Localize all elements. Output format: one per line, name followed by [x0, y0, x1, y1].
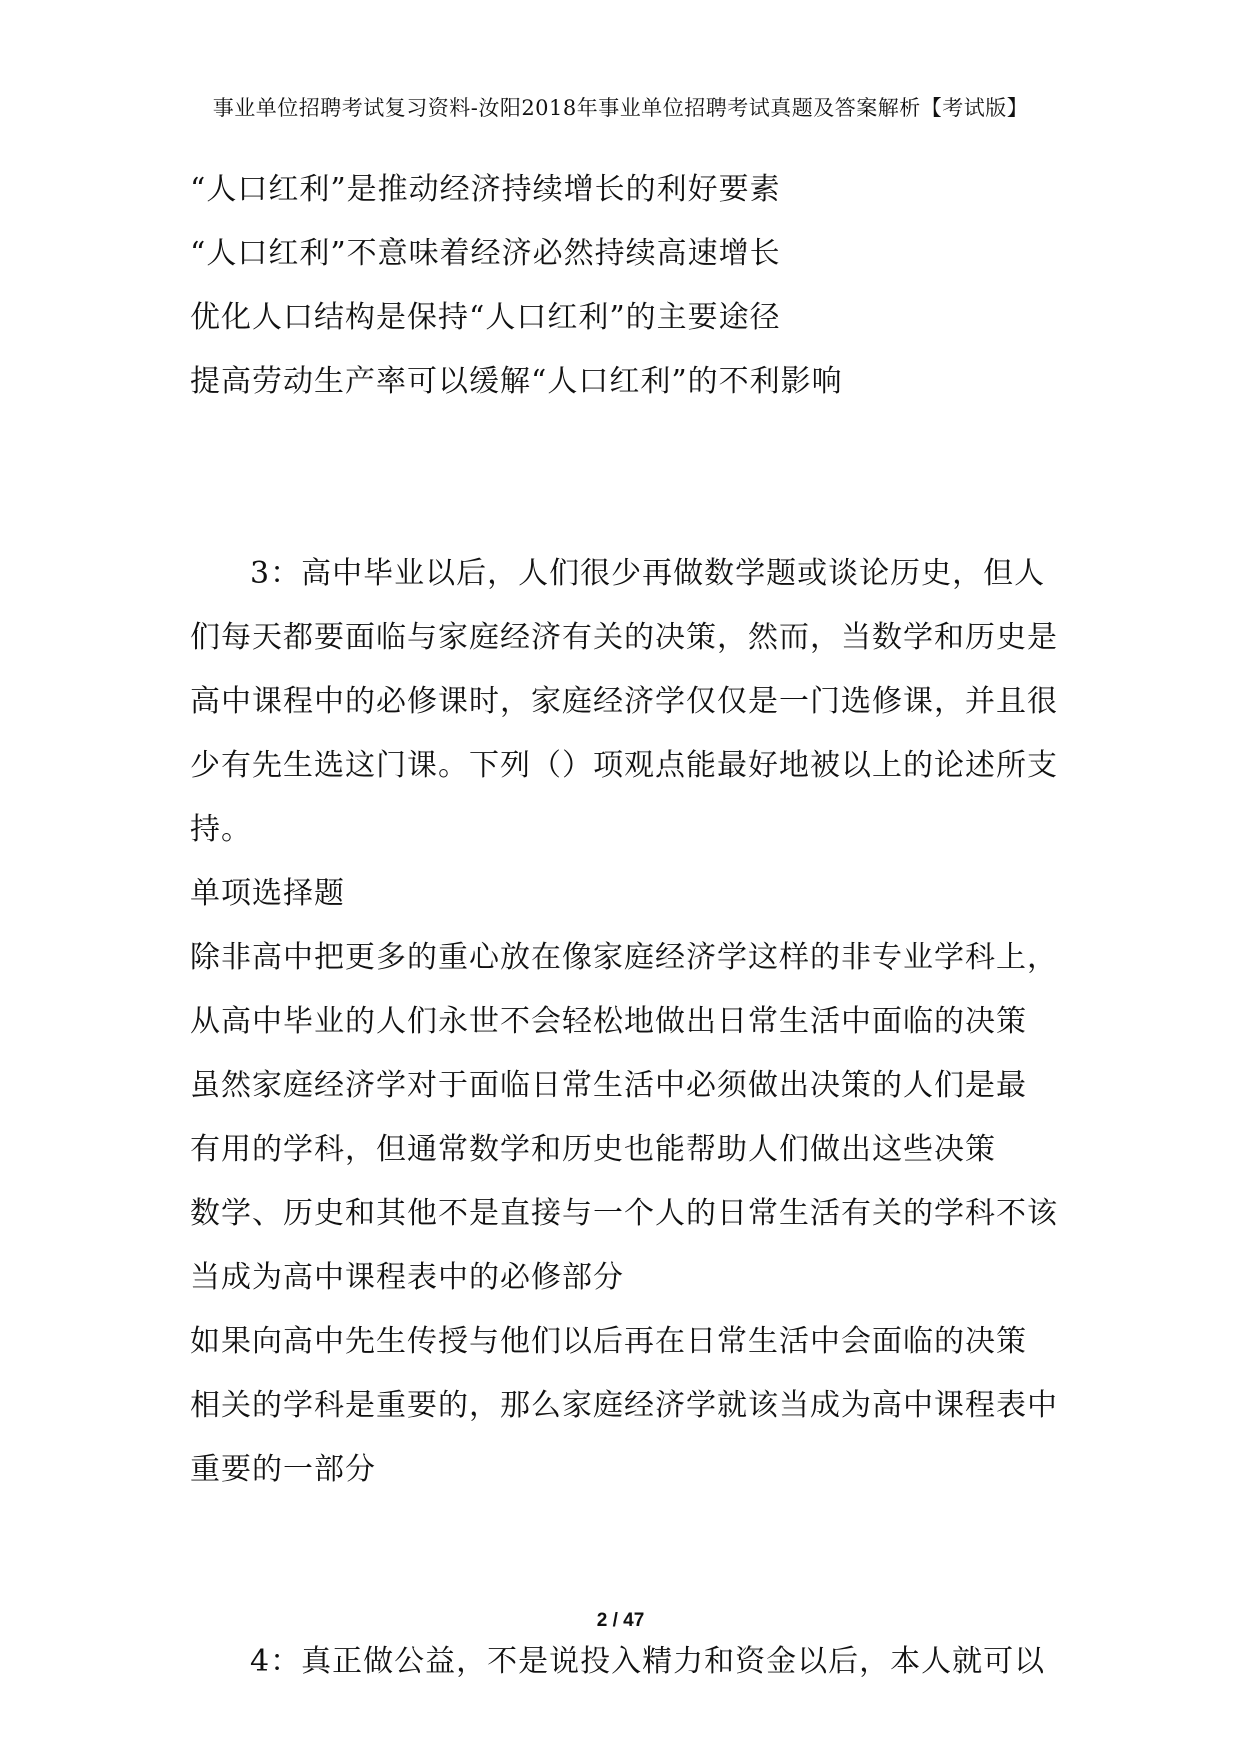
prev-option-3: 优化人口结构是保持“人口红利”的主要途径 — [190, 300, 781, 335]
prev-option-1: “人口红利”是推动经济持续增长的利好要素 — [190, 172, 781, 207]
question-3-option-line-8: 相关的学科是重要的，那么家庭经济学就该当成为高中课程表中 — [190, 1388, 1058, 1423]
question-3-stem-line-5: 持。 — [190, 812, 252, 847]
question-3-option-line-4: 有用的学科，但通常数学和历史也能帮助人们做出这些决策 — [190, 1132, 996, 1167]
question-3-option-line-2: 从高中毕业的人们永世不会轻松地做出日常生活中面临的决策 — [190, 1004, 1027, 1039]
page-number: 2 / 47 — [596, 1610, 645, 1631]
question-3-option-line-6: 当成为高中课程表中的必修部分 — [190, 1260, 624, 1295]
section-spacer — [190, 414, 1090, 542]
page-header: 事业单位招聘考试复习资料-汝阳2018年事业单位招聘考试真题及答案解析【考试版】 — [212, 96, 1029, 120]
question-3-option-line-7: 如果向高中先生传授与他们以后再在日常生活中会面临的决策 — [190, 1324, 1027, 1359]
question-3-option-line-9: 重要的一部分 — [190, 1452, 376, 1487]
question-3-stem-line-4: 少有先生选这门课。下列（）项观点能最好地被以上的论述所支 — [190, 748, 1058, 783]
question-3-stem-line-3: 高中课程中的必修课时，家庭经济学仅仅是一门选修课，并且很 — [190, 684, 1058, 719]
question-3-option-line-5: 数学、历史和其他不是直接与一个人的日常生活有关的学科不该 — [190, 1196, 1058, 1231]
question-3-type: 单项选择题 — [190, 876, 345, 911]
question-3-stem-line-2: 们每天都要面临与家庭经济有关的决策，然而，当数学和历史是 — [190, 620, 1058, 655]
question-3-option-line-1: 除非高中把更多的重心放在像家庭经济学这样的非专业学科上， — [190, 940, 1058, 975]
prev-option-2: “人口红利”不意味着经济必然持续高速增长 — [190, 236, 781, 271]
question-3-stem-line-1: 3：高中毕业以后，人们很少再做数学题或谈论历史，但人 — [250, 556, 1046, 591]
prev-option-4: 提高劳动生产率可以缓解“人口红利”的不利影响 — [190, 364, 843, 399]
question-4-stem-line-1: 4：真正做公益，不是说投入精力和资金以后，本人就可以 — [250, 1644, 1046, 1679]
document-body — [190, 158, 1090, 1694]
question-3-option-line-3: 虽然家庭经济学对于面临日常生活中必须做出决策的人们是最 — [190, 1068, 1027, 1103]
